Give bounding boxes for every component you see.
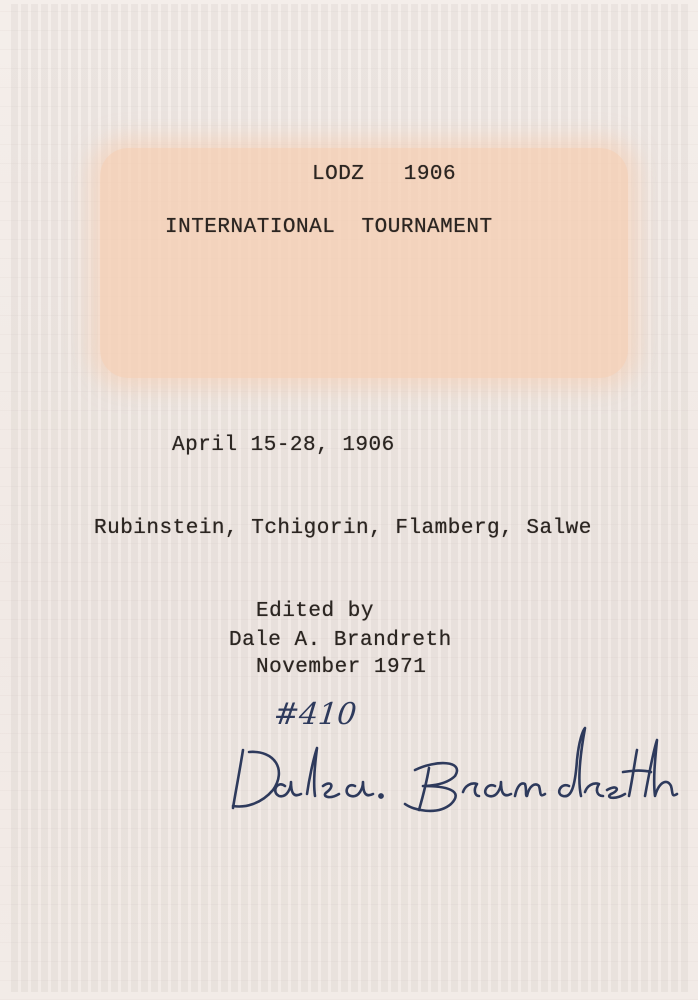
bleed-line bbox=[10, 859, 688, 878]
bleed-line bbox=[10, 878, 688, 897]
handwritten-signature bbox=[225, 720, 685, 820]
bleed-line bbox=[10, 954, 688, 973]
bleed-line bbox=[10, 555, 688, 574]
tournament-dates: April 15-28, 1906 bbox=[172, 434, 395, 457]
bleed-line bbox=[10, 80, 688, 99]
bleed-line bbox=[10, 42, 688, 61]
bleed-line bbox=[10, 479, 688, 498]
bleed-line bbox=[10, 935, 688, 954]
players-list: Rubinstein, Tchigorin, Flamberg, Salwe bbox=[94, 517, 592, 540]
bleed-line bbox=[10, 118, 688, 137]
bleed-line bbox=[10, 916, 688, 935]
editor-name: Dale A. Brandreth bbox=[229, 629, 452, 652]
bleed-line bbox=[10, 460, 688, 479]
bleed-line bbox=[10, 973, 688, 992]
bleed-line bbox=[10, 840, 688, 859]
bleed-line bbox=[10, 61, 688, 80]
bleed-line bbox=[10, 574, 688, 593]
edited-by-label: Edited by bbox=[256, 600, 374, 623]
bleed-line bbox=[10, 23, 688, 42]
copy-number: #410 bbox=[272, 697, 359, 732]
edition-date: November 1971 bbox=[256, 656, 427, 679]
bleed-line bbox=[10, 498, 688, 517]
title-line-2: INTERNATIONAL TOURNAMENT bbox=[165, 216, 493, 239]
bleed-line bbox=[10, 821, 688, 840]
bleed-line bbox=[10, 384, 688, 403]
bleed-line bbox=[10, 897, 688, 916]
bleed-line bbox=[10, 4, 688, 23]
bleed-line bbox=[10, 99, 688, 118]
bleed-line bbox=[10, 403, 688, 422]
title-line-1: LODZ 1906 bbox=[312, 163, 457, 186]
